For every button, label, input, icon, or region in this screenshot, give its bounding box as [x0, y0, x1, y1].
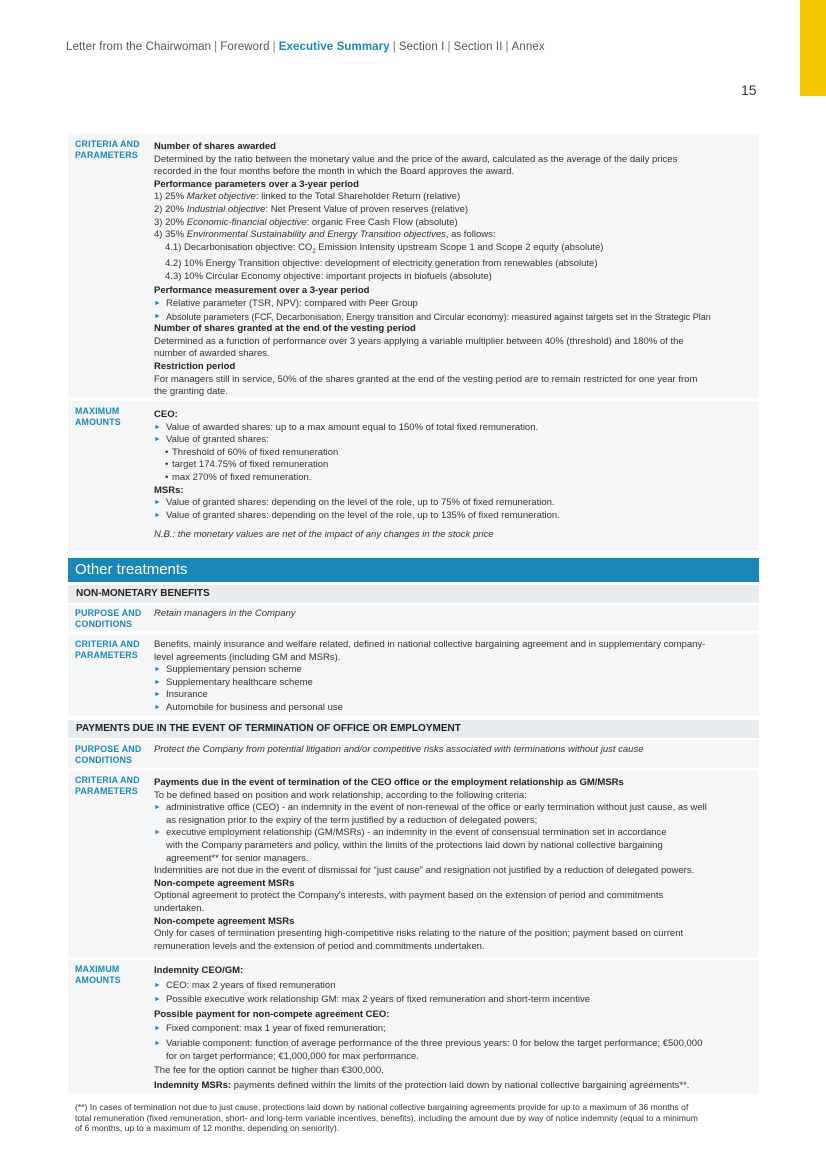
- bullet-item: ► Supplementary healthcare scheme: [154, 676, 313, 688]
- arrow-bullet-icon: ►: [154, 691, 161, 699]
- bullet-item: ► administrative office (CEO) - an indemnity in the event of non-renewal of the office or early termination without just cause, as well: [154, 802, 707, 814]
- text-line: 3) 20% Economic-financial objective: organic Free Cash Flow (absolute): [154, 216, 458, 228]
- criteria-label: CRITERIA AND PARAMETERS: [75, 775, 140, 796]
- heading: Restriction period: [154, 360, 236, 372]
- pt-maximum-section: [68, 960, 759, 1094]
- text-line: Indemnity MSRs: payments defined within the limits of the protection laid down by national collective bargaining agreements**.: [154, 1079, 690, 1091]
- breadcrumb-foreword[interactable]: Foreword: [220, 41, 270, 53]
- dot-item: • Threshold of 60% of fixed remuneration: [165, 446, 339, 458]
- bullet-item: ► executive employment relationship (GM/MSRs) - an indemnity in the event of consensual termination set in accordance: [154, 827, 667, 839]
- text-line: Determined by the ratio between the monetary value and the price of the award, calculated as the average of the daily prices: [154, 153, 678, 165]
- arrow-bullet-icon: ►: [154, 678, 161, 686]
- arrow-bullet-icon: ►: [154, 300, 161, 308]
- heading: Non-compete agreement MSRs: [154, 877, 295, 889]
- bullet-item: ► Insurance: [154, 689, 208, 701]
- footnote-line: (**) In cases of termination not due to just cause, protections laid down by national collective bargaining agreements provide for up to a maximum of 36 months of: [75, 1102, 689, 1112]
- breadcrumb-separator: |: [447, 41, 451, 53]
- arrow-bullet-icon: ►: [154, 1039, 161, 1047]
- arrow-bullet-icon: ►: [154, 666, 161, 674]
- maximum-label: MAXIMUM AMOUNTS: [75, 406, 121, 427]
- arrow-bullet-icon: ►: [154, 312, 161, 320]
- yellow-page-tab: [800, 0, 826, 96]
- bullet-item: ► Value of granted shares: depending on the level of the role, up to 135% of fixed remuneration.: [154, 509, 560, 521]
- note: N.B.: the monetary values are net of the impact of any changes in the stock price: [154, 529, 494, 541]
- heading: Performance measurement over a 3-year period: [154, 285, 370, 297]
- heading: MSRs:: [154, 484, 184, 496]
- text-line: Protect the Company from potential litigation and/or competitive risks associated with terminations without just cause: [154, 744, 644, 755]
- arrow-bullet-icon: ►: [154, 436, 161, 444]
- termination-header: [68, 720, 759, 738]
- heading: CEO:: [154, 409, 178, 420]
- bullet-item: ► Supplementary pension scheme: [154, 664, 302, 676]
- maximum-label: MAXIMUM AMOUNTS: [75, 964, 121, 985]
- text-line: 4.2) 10% Energy Transition objective: development of electricity generation from renewables (absolute): [165, 258, 598, 270]
- bullet-item: ► Automobile for business and personal use: [154, 701, 343, 713]
- heading: Possible payment for non-compete agreement CEO:: [154, 1008, 390, 1020]
- text-line: Benefits, mainly insurance and welfare related, defined in national collective bargaining agreement and in supplementary company-: [154, 639, 706, 650]
- breadcrumb-executive-summary[interactable]: Executive Summary: [278, 41, 390, 53]
- dot-bullet-icon: •: [165, 459, 169, 471]
- footnote: [75, 1102, 761, 1134]
- text-line: To be defined based on position and work relationship, according to the following criteria:: [154, 789, 527, 801]
- text-line: 4.3) 10% Circular Economy objective: important projects in biofuels (absolute): [165, 270, 492, 282]
- text-line: The fee for the option cannot be higher than €300,000.: [154, 1065, 384, 1077]
- arrow-bullet-icon: ►: [154, 804, 161, 812]
- purpose-text: [154, 608, 751, 621]
- text-line: recorded in the four months before the month in which the Board approves the award.: [154, 166, 515, 178]
- bullet-continuation: agreement** for senior managers.: [166, 852, 309, 864]
- arrow-bullet-icon: ►: [154, 423, 161, 431]
- other-treatments-title-bar: [68, 558, 759, 582]
- arrow-bullet-icon: ►: [154, 499, 161, 507]
- breadcrumb-section-2[interactable]: Section II: [453, 41, 503, 53]
- criteria-label: CRITERIA AND PARAMETERS: [75, 139, 140, 160]
- subsection-title: PAYMENTS DUE IN THE EVENT OF TERMINATION OF OFFICE OR EMPLOYMENT: [76, 723, 461, 734]
- bullet-item: ► Fixed component: max 1 year of fixed remuneration;: [154, 1023, 386, 1035]
- bullet-item: ► Value of awarded shares: up to a max amount equal to 150% of total fixed remuneration.: [154, 421, 539, 433]
- text-line: 1) 25% Market objective: linked to the Total Shareholder Return (relative): [154, 191, 461, 203]
- text-line: 2) 20% Industrial objective: Net Present Value of proven reserves (relative): [154, 203, 469, 215]
- arrow-bullet-icon: ►: [154, 703, 161, 711]
- breadcrumb-separator: |: [392, 41, 396, 53]
- non-monetary-header: [68, 585, 759, 603]
- text-line: Retain managers in the Company: [154, 608, 296, 619]
- text-line: undertaken.: [154, 902, 205, 914]
- text-line: the granting date.: [154, 386, 228, 398]
- dot-bullet-icon: •: [165, 446, 169, 458]
- dot-item: • target 174.75% of fixed remuneration: [165, 459, 329, 471]
- pt-criteria-section: [68, 771, 759, 957]
- bullet-continuation: with the Company parameters and policy, within the limits of the protections laid down by national collective bargaining: [166, 839, 663, 851]
- bullet-item: ► Relative parameter (TSR, NPV): compared with Peer Group: [154, 298, 418, 310]
- bullet-continuation: as resignation prior to the expiry of the term justified by a reduction of delegated powers;: [166, 814, 538, 826]
- text-line: remuneration levels and the extension of period and commitments undertaken.: [154, 940, 485, 952]
- text-line: Optional agreement to protect the Company's interests, with payment based on the extension of period and commitments: [154, 890, 664, 902]
- text-line: For managers still in service, 50% of the shares granted at the end of the vesting period are to remain restricted for one year from: [154, 373, 698, 385]
- text-line: 4.1) Decarbonisation objective: $CO_2$ Emission Intensity upstream Scope 1 and Scope 2 equity (absolute): [165, 241, 604, 255]
- maximum-text: [154, 409, 751, 542]
- text-line: level agreements (including GM and MSRs).: [154, 651, 341, 663]
- bullet-item: ► Variable component: function of average performance of the three previous years: 0 for below the target performance; €500,000: [154, 1037, 703, 1049]
- bullet-item: ► Absolute parameters (FCF, Decarbonisation, Energy transition and Circular economy): measured against targets set in the Strategic Plan: [154, 311, 711, 322]
- section-title: Other treatments: [75, 561, 188, 578]
- arrow-bullet-icon: ►: [154, 511, 161, 519]
- bullet-item: ► Value of granted shares: depending on the level of the role, up to 75% of fixed remuneration.: [154, 497, 555, 509]
- dot-bullet-icon: •: [165, 471, 169, 483]
- dot-item: • max 270% of fixed remuneration.: [165, 471, 312, 483]
- subsection-title: NON-MONETARY BENEFITS: [76, 588, 210, 599]
- heading: Payments due in the event of termination of the CEO office or the employment relationship as GM/MSRs: [154, 777, 624, 788]
- bullet-item: ► CEO: max 2 years of fixed remuneration: [154, 979, 336, 991]
- heading: Number of shares granted at the end of the vesting period: [154, 323, 416, 335]
- criteria-text: [154, 777, 751, 953]
- page-number: 15: [741, 82, 757, 98]
- footnote-line: of 6 months, up to a maximum of 12 months, depending on seniority).: [75, 1123, 340, 1134]
- text-line: number of awarded shares.: [154, 348, 270, 360]
- breadcrumb-separator: |: [272, 41, 276, 53]
- criteria-label: CRITERIA AND PARAMETERS: [75, 639, 140, 660]
- heading: Indemnity CEO/GM:: [154, 965, 244, 976]
- text-line: Indemnities are not due in the event of dismissal for “just cause” and resignation not justified by a reduction of delegated powers.: [154, 865, 695, 877]
- breadcrumb: [66, 41, 545, 53]
- heading: Number of shares awarded: [154, 141, 276, 152]
- nm-purpose-section: [68, 605, 759, 631]
- maximum-amounts-section: [68, 401, 759, 551]
- breadcrumb-letter[interactable]: Letter from the Chairwoman: [66, 41, 212, 53]
- heading: Non-compete agreement MSRs: [154, 915, 295, 927]
- criteria-parameters-section: [68, 134, 759, 398]
- text-line: Only for cases of termination presenting high-competitive risks relating to the nature of the position; payment based on current: [154, 928, 684, 940]
- purpose-label: PURPOSE AND CONDITIONS: [75, 744, 142, 765]
- arrow-bullet-icon: ►: [154, 1025, 161, 1033]
- breadcrumb-separator: |: [505, 41, 509, 53]
- arrow-bullet-icon: ►: [154, 996, 161, 1004]
- purpose-label: PURPOSE AND CONDITIONS: [75, 608, 142, 629]
- breadcrumb-section-1[interactable]: Section I: [398, 41, 445, 53]
- pt-purpose-section: [68, 740, 759, 768]
- breadcrumb-annex[interactable]: Annex: [511, 41, 545, 53]
- purpose-text: [154, 744, 751, 757]
- bullet-item: ► Value of granted shares:: [154, 434, 269, 446]
- arrow-bullet-icon: ►: [154, 829, 161, 837]
- text-line: 4) 35% Environmental Sustainability and Energy Transition objectives, as follows:: [154, 229, 496, 241]
- bullet-item: ► Possible executive work relationship GM: max 2 years of fixed remuneration and short-term incentive: [154, 994, 590, 1006]
- maximum-text: [154, 965, 751, 1092]
- criteria-text: [154, 639, 751, 715]
- nm-criteria-section: [68, 634, 759, 716]
- heading: Performance parameters over a 3-year period: [154, 178, 359, 190]
- text-line: Determined as a function of performance over 3 years applying a variable multiplier between 40% (threshold) and 180% of the: [154, 335, 684, 347]
- footnote-line: total remuneration (fixed remuneration, short- and long-term variable incentives, benefits), including the amount due by way of notice indemnity (equal to a minimum: [75, 1112, 698, 1123]
- bullet-continuation: for on target performance; €1,000,000 for max performance.: [166, 1050, 419, 1062]
- breadcrumb-separator: |: [214, 41, 218, 53]
- criteria-text: [154, 141, 751, 399]
- arrow-bullet-icon: ►: [154, 981, 161, 989]
